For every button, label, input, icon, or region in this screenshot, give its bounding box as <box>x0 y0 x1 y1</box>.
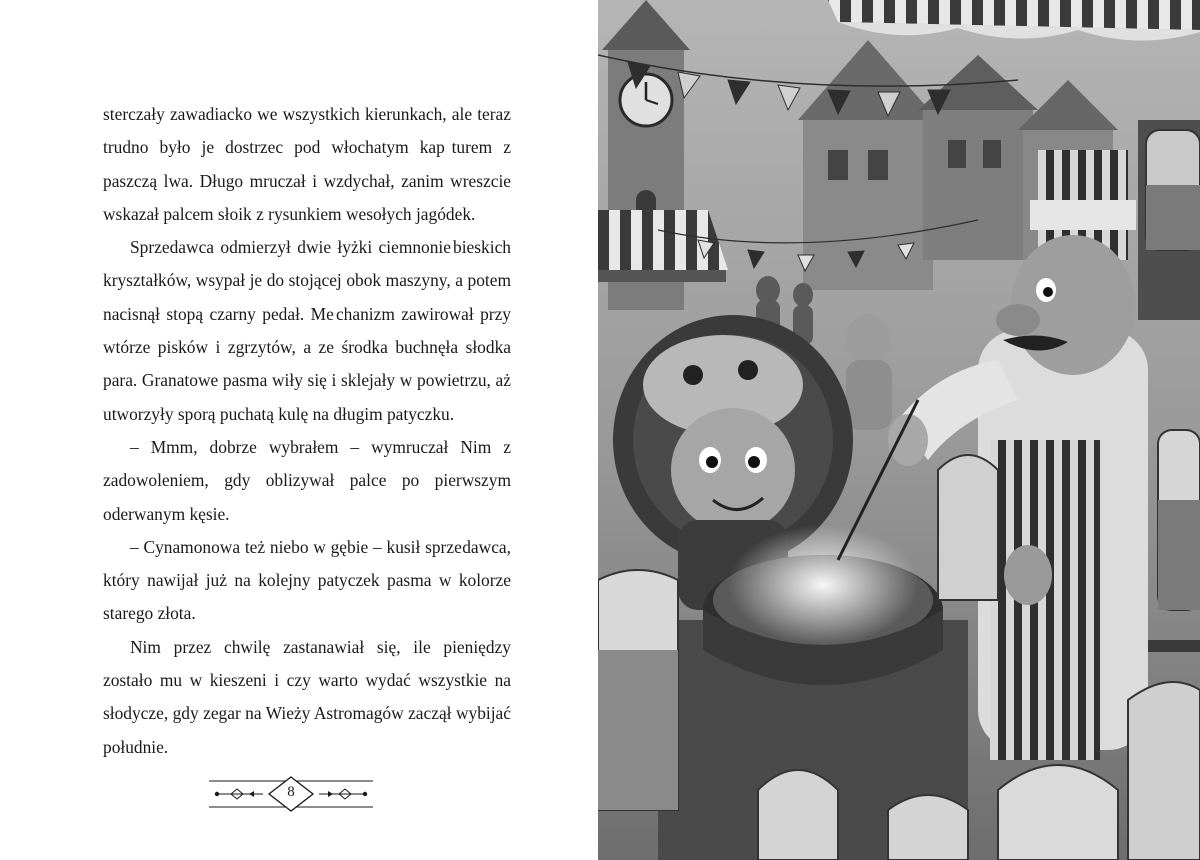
paragraph-3: – Mmm, dobrze wybrałem – wymruczał Nim z zadowoleniem, gdy oblizywał palce po pierwszym oderwanym kęsie. <box>103 436 511 524</box>
paragraph-1: sterczały zawadiacko we wszystkich kierunkach, ale teraz trudno było je dostrzec pod włochatym kap turem z paszczą lwa. Długo mruczał i wzdychał, zanim wreszcie wskazał palcem słoik z rysunkiem wesołych jagódek. <box>103 104 511 224</box>
paragraph-5: Nim przez chwilę zastanawiał się, ile pieniędzy zostało mu w kieszeni i czy warto wydać wszystkie na słodycze, gdy zegar na Wieży Astromagów zaczął wybijać południe. <box>103 636 511 757</box>
book-illustration <box>598 0 1200 860</box>
paragraph-2: Sprzedawca odmierzył dwie łyżki ciemnonie bieskich kryształków, wsypał je do stojącej obok maszyny, a potem nacisnął stopą czarny pedał. Me chanizm zawirował przy wtórze pisków i zgrzytów, a ze środka buchnęła słodka para. Granatowe pasma wiły się i sklejały w powietrzu, aż utworzyły sporą puchatą kulę na długim patyczku. <box>103 237 512 424</box>
page-number: 8 <box>287 784 295 800</box>
market-scene-illustration <box>598 0 1200 860</box>
page-number-ornament <box>205 773 377 815</box>
book-text-page <box>0 0 598 860</box>
paragraph-4: – Cynamonowa też niebo w gębie – kusił sprze dawca, który nawijał już na kolejny patyczek pasma w kolorze starego złota. <box>103 536 511 624</box>
story-text <box>103 98 511 764</box>
